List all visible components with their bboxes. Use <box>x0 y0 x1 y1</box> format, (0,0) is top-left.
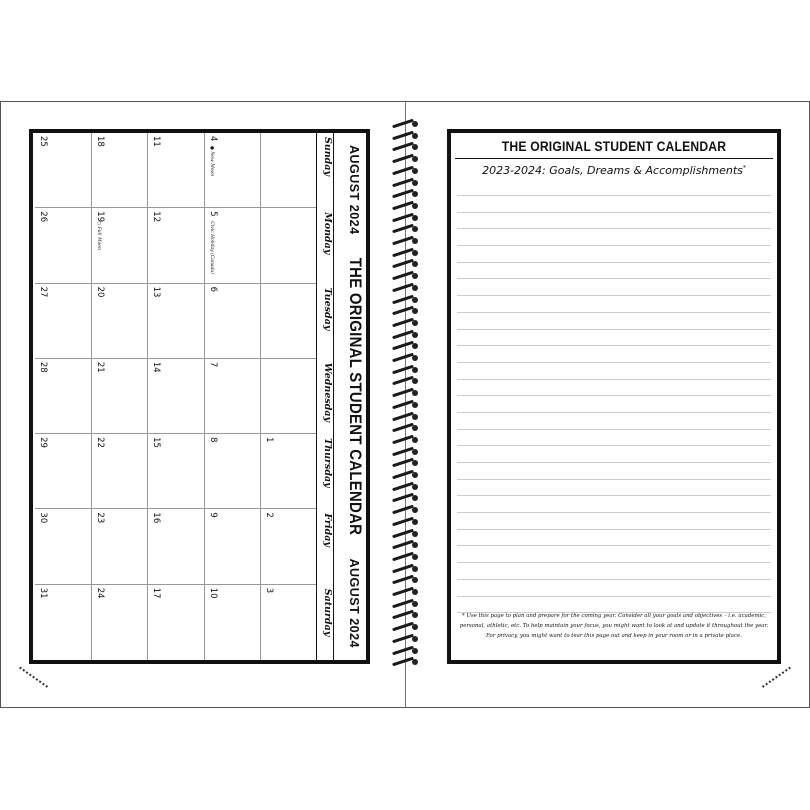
weekday-sunday: Sunday <box>322 137 333 176</box>
weekday-wednesday: Wednesday <box>322 362 333 423</box>
goals-page <box>447 129 781 664</box>
spiral-ring <box>392 635 420 643</box>
spiral-ring <box>392 588 420 596</box>
day-cell <box>147 208 203 283</box>
spiral-ring <box>392 483 420 491</box>
footnote-mark: * <box>742 164 746 172</box>
day-cell <box>35 509 91 584</box>
spiral-ring <box>392 331 420 339</box>
calendar-title: THE ORIGINAL STUDENT CALENDAR <box>346 257 365 536</box>
spiral-ring <box>392 132 420 140</box>
spiral-ring <box>392 296 420 304</box>
spiral-ring <box>392 249 420 257</box>
spiral-ring <box>392 658 420 666</box>
day-cell <box>35 434 91 509</box>
day-cell <box>91 133 147 208</box>
spiral-ring <box>392 611 420 619</box>
day-number: 30 <box>38 512 49 524</box>
day-cell <box>91 284 147 359</box>
spiral-ring <box>392 342 420 350</box>
day-number: 17 <box>151 587 162 599</box>
day-number: 3 <box>263 587 274 594</box>
day-number: 7 <box>207 361 218 368</box>
calendar-rotated <box>35 133 368 660</box>
day-cell <box>91 585 147 660</box>
writing-line[interactable] <box>457 596 771 597</box>
day-cell <box>147 133 203 208</box>
weekday-monday: Monday <box>322 212 333 255</box>
day-number: 31 <box>38 587 49 599</box>
writing-line[interactable] <box>457 278 771 279</box>
day-cell <box>35 208 91 283</box>
day-cell <box>204 434 260 509</box>
day-cell <box>147 434 203 509</box>
writing-line[interactable] <box>457 512 771 513</box>
day-cell <box>147 284 203 359</box>
day-number: 14 <box>151 361 162 373</box>
day-cell <box>260 434 316 509</box>
day-number: 28 <box>38 361 49 373</box>
day-cell <box>147 585 203 660</box>
spiral-ring <box>392 284 420 292</box>
spiral-ring <box>392 225 420 233</box>
weekday-friday: Friday <box>322 513 333 547</box>
writing-line[interactable] <box>457 412 771 413</box>
day-number: 10 <box>207 587 218 599</box>
spiral-ring <box>392 237 420 245</box>
writing-line[interactable] <box>457 245 771 246</box>
day-number: 25 <box>38 136 49 147</box>
day-note: ● New Moon <box>208 146 214 177</box>
writing-line[interactable] <box>457 262 771 263</box>
spiral-ring <box>392 202 420 210</box>
spiral-ring <box>392 530 420 538</box>
day-number: 27 <box>38 286 49 298</box>
day-cell <box>35 284 91 359</box>
spiral-ring <box>392 448 420 456</box>
day-note: ○ Full Moon <box>96 221 102 250</box>
day-number: 16 <box>151 512 162 524</box>
day-cell <box>91 434 147 509</box>
month-label-left: AUGUST 2024 <box>347 145 361 235</box>
day-number: 12 <box>151 211 162 223</box>
writing-lines <box>457 195 771 629</box>
footnote-line: For privacy, you might want to tear this page out and keep in your room or in a private place. <box>486 633 742 639</box>
spiral-ring <box>392 424 420 432</box>
writing-line[interactable] <box>457 345 771 346</box>
spiral-ring <box>392 506 420 514</box>
goals-footnote <box>459 611 769 641</box>
writing-line[interactable] <box>457 212 771 213</box>
day-cell <box>260 284 316 359</box>
day-cell <box>91 359 147 434</box>
day-cell <box>204 284 260 359</box>
spiral-ring <box>392 623 420 631</box>
day-number: 24 <box>95 587 106 599</box>
weekday-tuesday: Tuesday <box>322 287 333 331</box>
day-number: 19 <box>95 211 106 223</box>
writing-line[interactable] <box>457 579 771 580</box>
spiral-ring <box>392 471 420 479</box>
day-number: 8 <box>207 437 218 443</box>
writing-line[interactable] <box>457 362 771 363</box>
spiral-ring <box>392 600 420 608</box>
day-number: 15 <box>151 437 162 448</box>
day-cell <box>260 133 316 208</box>
spiral-ring <box>392 413 420 421</box>
day-number: 26 <box>38 211 49 223</box>
writing-line[interactable] <box>457 329 771 330</box>
spiral-ring <box>392 389 420 397</box>
day-number: 22 <box>95 437 106 448</box>
monthly-calendar-page <box>29 129 370 664</box>
spiral-ring <box>392 307 420 315</box>
writing-line[interactable] <box>457 429 771 430</box>
writing-line[interactable] <box>457 495 771 496</box>
left-edge <box>0 102 1 707</box>
spiral-ring <box>392 494 420 502</box>
goals-subtitle-text: 2023-2024: Goals, Dreams & Accomplishments <box>482 164 743 177</box>
day-number: 1 <box>263 437 274 443</box>
spiral-ring <box>392 541 420 549</box>
spiral-ring <box>392 366 420 374</box>
calendar-grid <box>35 133 316 660</box>
spiral-ring <box>392 155 420 163</box>
day-number: 20 <box>95 286 106 298</box>
day-cell <box>91 208 147 283</box>
spiral-ring <box>392 401 420 409</box>
day-number: 9 <box>207 512 218 518</box>
day-number: 4 <box>207 136 218 142</box>
day-cell <box>260 509 316 584</box>
spiral-ring <box>392 518 420 526</box>
writing-line[interactable] <box>457 462 771 463</box>
footnote-line: * Use this page to plan and prepare for the coming year. Consider all your goals and objectives – i.e. academic, <box>461 613 767 619</box>
spiral-ring <box>392 319 420 327</box>
day-cell <box>91 509 147 584</box>
day-number: 2 <box>263 512 274 518</box>
writing-line[interactable] <box>457 562 771 563</box>
day-cell <box>204 509 260 584</box>
writing-line[interactable] <box>457 195 771 196</box>
weekday-saturday: Saturday <box>322 588 333 637</box>
spiral-ring <box>392 143 420 151</box>
weekday-header <box>316 133 334 660</box>
writing-line[interactable] <box>457 479 771 480</box>
writing-line[interactable] <box>457 545 771 546</box>
spiral-ring <box>392 565 420 573</box>
day-cell <box>204 359 260 434</box>
day-cell <box>147 509 203 584</box>
writing-line[interactable] <box>457 379 771 380</box>
day-number: 23 <box>95 512 106 524</box>
title-rule <box>455 158 773 159</box>
spiral-ring <box>392 436 420 444</box>
spiral-ring <box>392 354 420 362</box>
spiral-ring <box>392 459 420 467</box>
day-number: 11 <box>151 136 162 147</box>
writing-line[interactable] <box>457 445 771 446</box>
day-number: 13 <box>151 286 162 298</box>
spiral-ring <box>392 214 420 222</box>
day-cell <box>204 133 260 208</box>
spiral-ring <box>392 553 420 561</box>
day-cell <box>260 208 316 283</box>
writing-line[interactable] <box>457 295 771 296</box>
writing-line[interactable] <box>457 529 771 530</box>
spiral-ring <box>392 167 420 175</box>
day-number: 5 <box>207 211 218 217</box>
spiral-ring <box>392 190 420 198</box>
day-cell <box>35 359 91 434</box>
day-cell <box>147 359 203 434</box>
spiral-ring <box>392 647 420 655</box>
writing-line[interactable] <box>457 395 771 396</box>
month-label-right: AUGUST 2024 <box>347 558 361 648</box>
day-cell <box>260 359 316 434</box>
writing-line[interactable] <box>457 228 771 229</box>
day-cell <box>260 585 316 660</box>
spiral-ring <box>392 377 420 385</box>
writing-line[interactable] <box>457 312 771 313</box>
spiral-ring <box>392 272 420 280</box>
day-number: 21 <box>95 361 106 373</box>
spiral-ring <box>392 179 420 187</box>
footnote-line: personal, athletic, etc. To help maintain your focus, you might want to look at and update it throughout the year. <box>459 623 769 629</box>
day-number: 6 <box>207 286 218 292</box>
day-cell <box>204 585 260 660</box>
spiral-ring <box>392 260 420 268</box>
spiral-ring <box>392 576 420 584</box>
day-number: 18 <box>95 136 106 147</box>
goals-title: THE ORIGINAL STUDENT CALENDAR <box>501 139 727 154</box>
day-cell <box>35 133 91 208</box>
goals-subtitle <box>451 164 777 177</box>
calendar-header <box>333 133 368 660</box>
spiral-ring <box>392 120 420 128</box>
day-cell <box>204 208 260 283</box>
day-number: 29 <box>38 437 49 448</box>
day-note: Civic Holiday (Canada) <box>208 221 214 274</box>
day-cell <box>35 585 91 660</box>
weekday-thursday: Thursday <box>322 438 333 488</box>
